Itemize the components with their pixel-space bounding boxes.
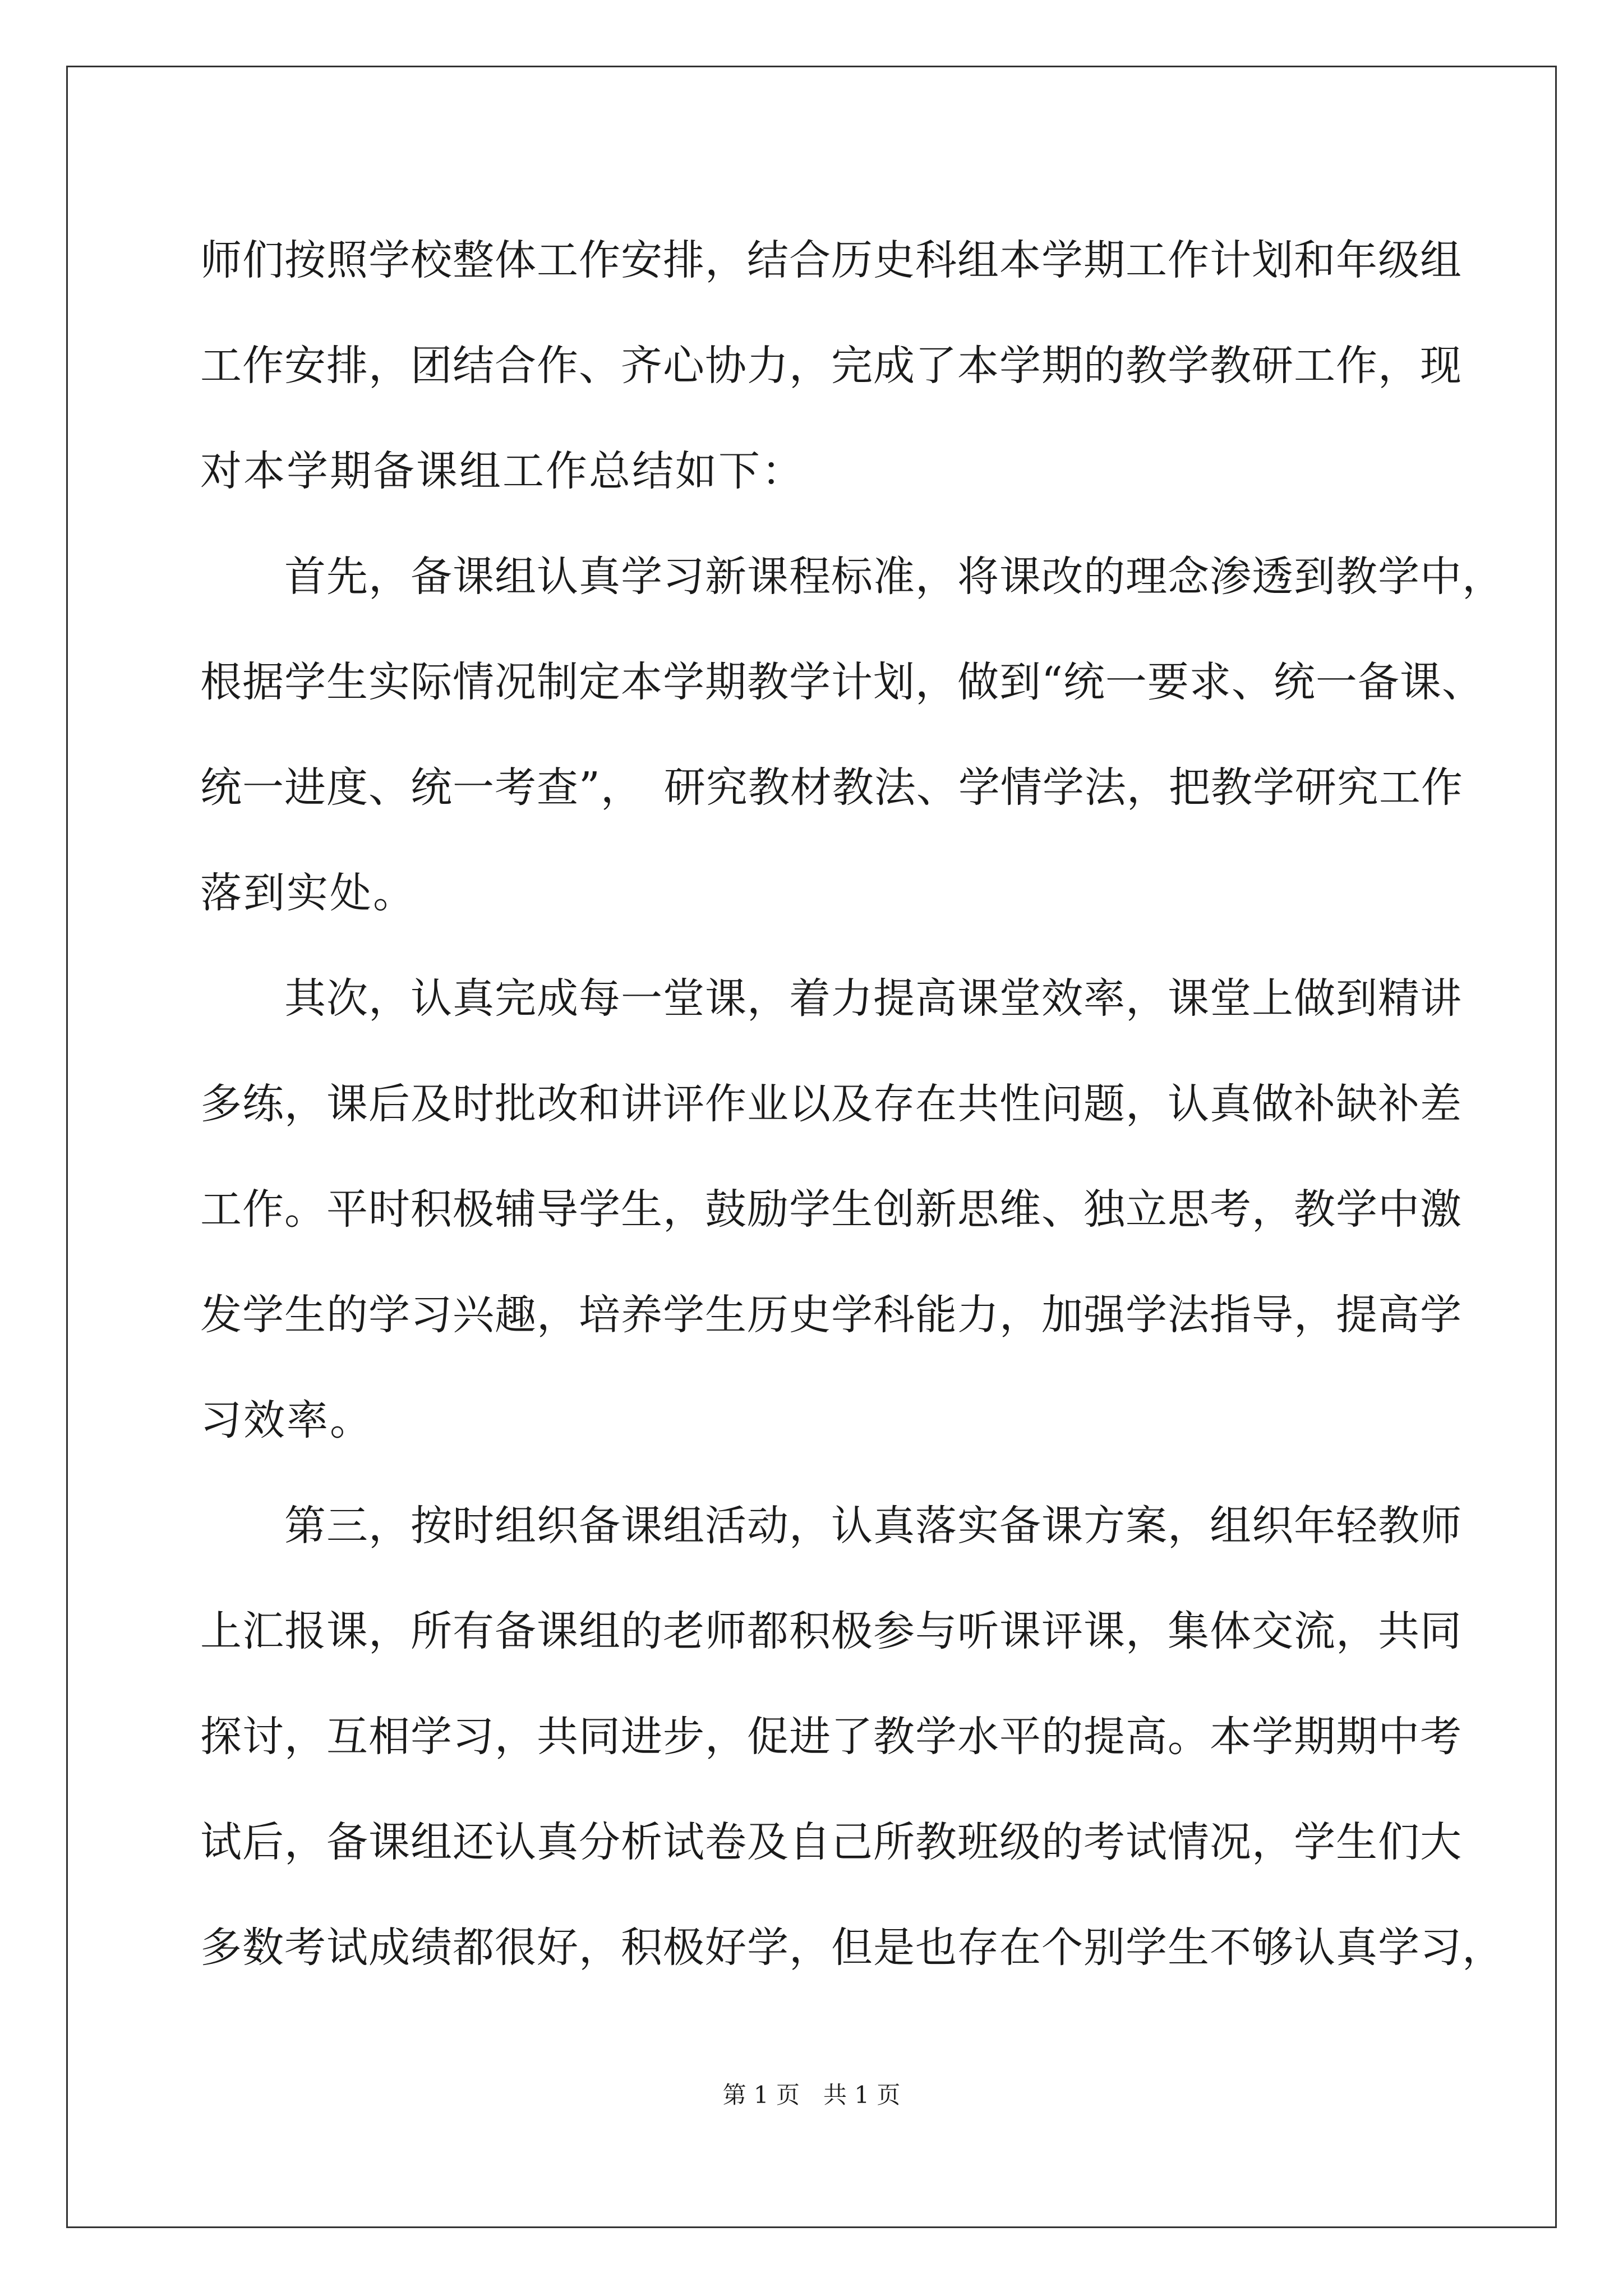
text-line: 统一进度、统一考查”， 研究教材教法、学情学法，把教学研究工作 (200, 763, 1463, 812)
text-line: 第三，按时组织备课组活动，认真落实备课方案，组织年轻教师 (200, 1502, 1462, 1550)
text-line: 多练，课后及时批改和讲评作业以及存在共性问题，认真做补缺补差 (200, 1080, 1462, 1128)
text-line: 试后，备课组还认真分析试卷及自己所教班级的考试情况，学生们大 (200, 1818, 1462, 1866)
text-line: 探讨，互相学习，共同进步，促进了教学水平的提高。本学期期中考 (200, 1713, 1462, 1761)
text-line: 对本学期备课组工作总结如下： (200, 447, 805, 495)
text-line: 多数考试成绩都很好，积极好学，但是也存在个别学生不够认真学习， (200, 1924, 1504, 1972)
text-line: 首先，备课组认真学习新课程标准，将课改的理念渗透到教学中， (200, 553, 1504, 601)
text-line: 根据学生实际情况制定本学期教学计划，做到“统一要求、统一备课、 (200, 658, 1484, 706)
text-line: 习效率。 (200, 1396, 373, 1444)
text-line: 落到实处。 (200, 869, 416, 917)
page-number-footer: 第 1 页 共 1 页 (722, 2081, 901, 2109)
text-line: 上汇报课，所有备课组的老师都积极参与听课评课，集体交流，共同 (200, 1607, 1462, 1655)
document-body (200, 208, 1504, 2000)
text-line: 发学生的学习兴趣，培养学生历史学科能力，加强学法指导，提高学 (200, 1291, 1462, 1339)
text-line: 其次，认真完成每一堂课，着力提高课堂效率，课堂上做到精讲 (200, 974, 1462, 1023)
text-line: 工作。平时积极辅导学生，鼓励学生创新思维、独立思考，教学中激 (200, 1185, 1462, 1234)
text-line: 师们按照学校整体工作安排，结合历史科组本学期工作计划和年级组 (200, 236, 1462, 284)
text-line: 工作安排，团结合作、齐心协力，完成了本学期的教学教研工作，现 (200, 342, 1462, 390)
